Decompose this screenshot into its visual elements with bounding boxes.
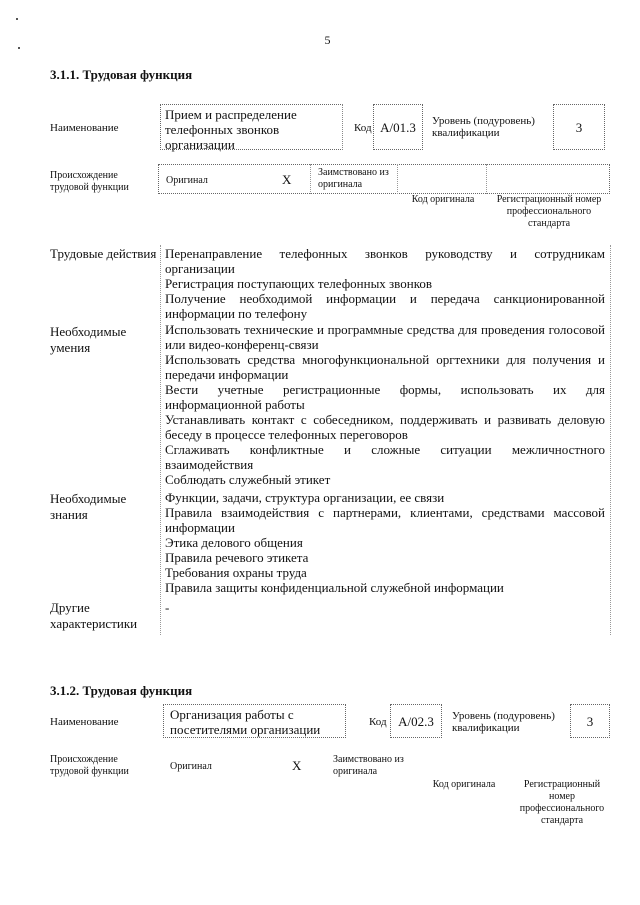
code-label-2: Код [369, 716, 387, 728]
skill-item: Соблюдать служебный этикет [165, 472, 331, 487]
level-label-1: Уровень (подуровень) квалификации [432, 115, 535, 139]
labor-action-item: Регистрация поступающих телефонных звонков [165, 276, 432, 291]
reg-number-caption-1: Регистрационный номер профессионального стандарта [496, 194, 602, 229]
skills-label: Необходимые умения [50, 324, 127, 355]
section-title-2: 3.1.2. Трудовая функция [50, 683, 193, 698]
original-label-2: Оригинал [170, 761, 212, 772]
labor-actions-label: Трудовые действия [50, 246, 157, 261]
scan-mark [18, 47, 20, 49]
original-label-1: Оригинал [166, 175, 208, 186]
level-label-2: Уровень (подуровень) квалификации [452, 710, 555, 734]
borrowed-label-2: Заимствовано из оригинала [333, 754, 404, 777]
labor-action-item: Перенаправление телефонных звонков руководству и сотрудникам организации [165, 246, 605, 276]
level-value-1: 3 [553, 104, 605, 150]
knowledge-item: Этика делового общения [165, 535, 303, 550]
name-label-1: Наименование [50, 122, 119, 134]
origin-label-2: Происхождение трудовой функции [50, 754, 129, 777]
labor-action-item: Получение необходимой информации и передача санкционированной информации по телефону [165, 291, 605, 321]
skill-item: Использовать средства многофункциональной оргтехники для получения и передачи информации [165, 352, 605, 382]
code-original-caption-1: Код оригинала [411, 194, 475, 205]
level-value-2: 3 [570, 704, 610, 738]
original-mark-2: X [292, 758, 302, 773]
name-label-2: Наименование [50, 716, 119, 728]
name-value-2: Организация работы с посетителями организации [163, 704, 346, 738]
origin-divider-a [310, 164, 311, 194]
knowledge-item: Функции, задачи, структура организации, ее связи [165, 490, 445, 505]
knowledge-item: Правила взаимодействия с партнерами, клиентами, средствами массовой информации [165, 505, 605, 535]
knowledge-item: Требования охраны труда [165, 565, 307, 580]
code-value-1: А/01.3 [373, 104, 423, 150]
knowledge-item: Правила речевого этикета [165, 550, 309, 565]
skill-item: Использовать технические и программные средства для проведения голосовой или видео-конференц-связи [165, 322, 605, 352]
code-original-caption-2: Код оригинала [432, 779, 496, 790]
reg-number-caption-2: Регистрационный номер профессионального стандарта [519, 779, 605, 826]
skill-item: Устанавливать контакт с собеседником, поддерживать и развивать деловую беседу в процессе телефонных переговоров [165, 412, 605, 442]
knowledge-item: Правила защиты конфиденциальной служебной информации [165, 580, 504, 595]
code-value-2: А/02.3 [390, 704, 442, 738]
section-title-1: 3.1.1. Трудовая функция [50, 67, 193, 82]
origin-label-1: Происхождение трудовой функции [50, 170, 129, 193]
skill-item: Сглаживать конфликтные и сложные ситуации межличностного взаимодействия [165, 442, 605, 472]
other-value: - [165, 600, 170, 615]
name-value-1: Прием и распределение телефонных звонков организации [160, 104, 343, 150]
origin-divider-c [486, 164, 487, 194]
other-label: Другие характеристики [50, 600, 138, 631]
table-left-border-1 [160, 245, 161, 635]
page-number: 5 [324, 33, 331, 47]
knowledge-label: Необходимые знания [50, 491, 127, 522]
skill-item: Вести учетные регистрационные формы, использовать их для информационной работы [165, 382, 605, 412]
code-label-1: Код [354, 122, 372, 134]
knowledge-list [165, 490, 605, 595]
scan-mark [16, 18, 18, 20]
origin-divider-b [397, 164, 398, 194]
skills-list [165, 322, 605, 487]
table-right-border-1 [610, 245, 611, 635]
original-mark-1: X [282, 172, 292, 187]
labor-actions-list [165, 246, 605, 321]
borrowed-label-1: Заимствовано из оригинала [318, 167, 389, 190]
